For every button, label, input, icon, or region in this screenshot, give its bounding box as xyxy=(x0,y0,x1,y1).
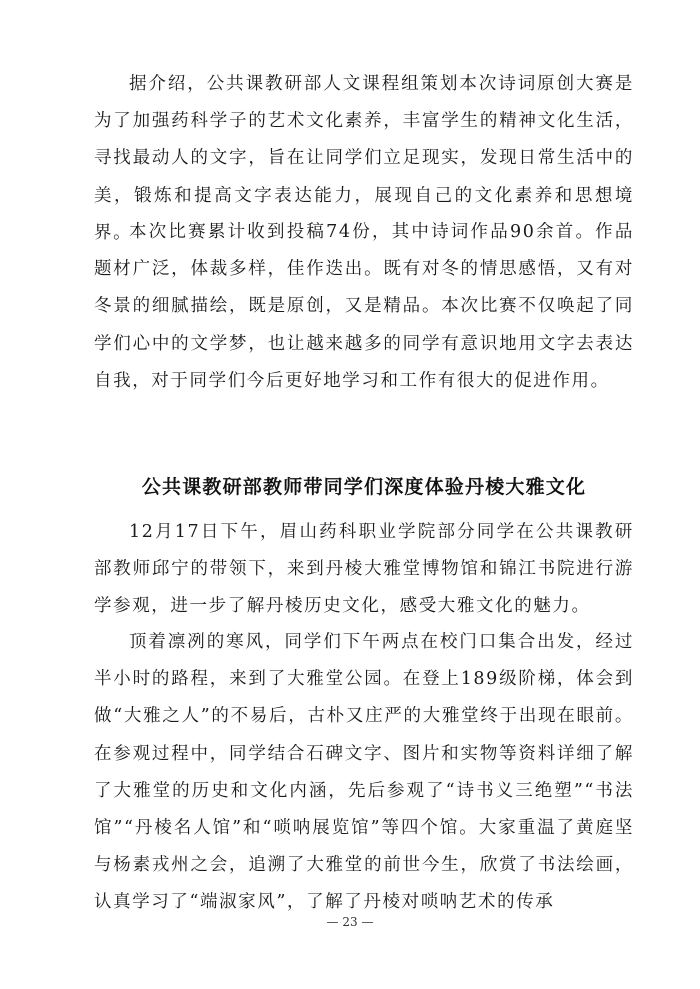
paragraph-visit-details: 顶着凛冽的寒风，同学们下午两点在校门口集合出发，经过半小时的路程，来到了大雅堂公园。在登上189级阶梯，体会到做“大雅之人”的不易后，古朴又庄严的大雅堂终于出现在眼前。在参观过程中，同学结合石碑文字、图片和实物等资料详细了解了大雅堂的历史和文化内涵，先后参观了“诗书义三绝塑”“书法馆”“丹棱名人馆”和“唢呐展览馆”等四个馆。大家重温了黄庭坚与杨素戎州之会，追溯了大雅堂的前世今生，欣赏了书法绘画，认真学习了“端淑家风”，了解了丹棱对唢呐艺术的传承 xyxy=(94,632,634,913)
section-title: 公共课教研部教师带同学们深度体验丹棱大雅文化 xyxy=(141,476,587,498)
paragraph-visit-intro: 12月17日下午，眉山药科职业学院部分同学在公共课教研部教师邱宁的带领下，来到丹棱大雅堂博物馆和锦江书院进行游学参观，进一步了解丹棱历史文化，感受大雅文化的魅力。 xyxy=(94,522,634,617)
paragraph-contest-purpose: 据介绍，公共课教研部人文课程组策划本次诗词原创大赛是为了加强药科学子的艺术文化素养，丰富学生的精神文化生活，寻找最动人的文字，旨在让同学们立足现实，发现日常生活中的美，锻炼和提高文字表达能力，展现自己的文化素养和思想境界。 xyxy=(94,74,634,243)
paragraph-contest-results: 本次比赛累计收到投稿74份，其中诗词作品90余首。作品题材广泛，体裁多样，佳作迭出。既有对冬的情思感悟，又有对冬景的细腻描绘，既是原创，又是精品。本次比赛不仅唤起了同学们心中的文学梦，也让越来越多的同学有意识地用文字去表达自我，对于同学们今后更好地学习和工作有很大的促进作用。 xyxy=(94,222,634,391)
page-number: — 23 — xyxy=(326,915,374,929)
